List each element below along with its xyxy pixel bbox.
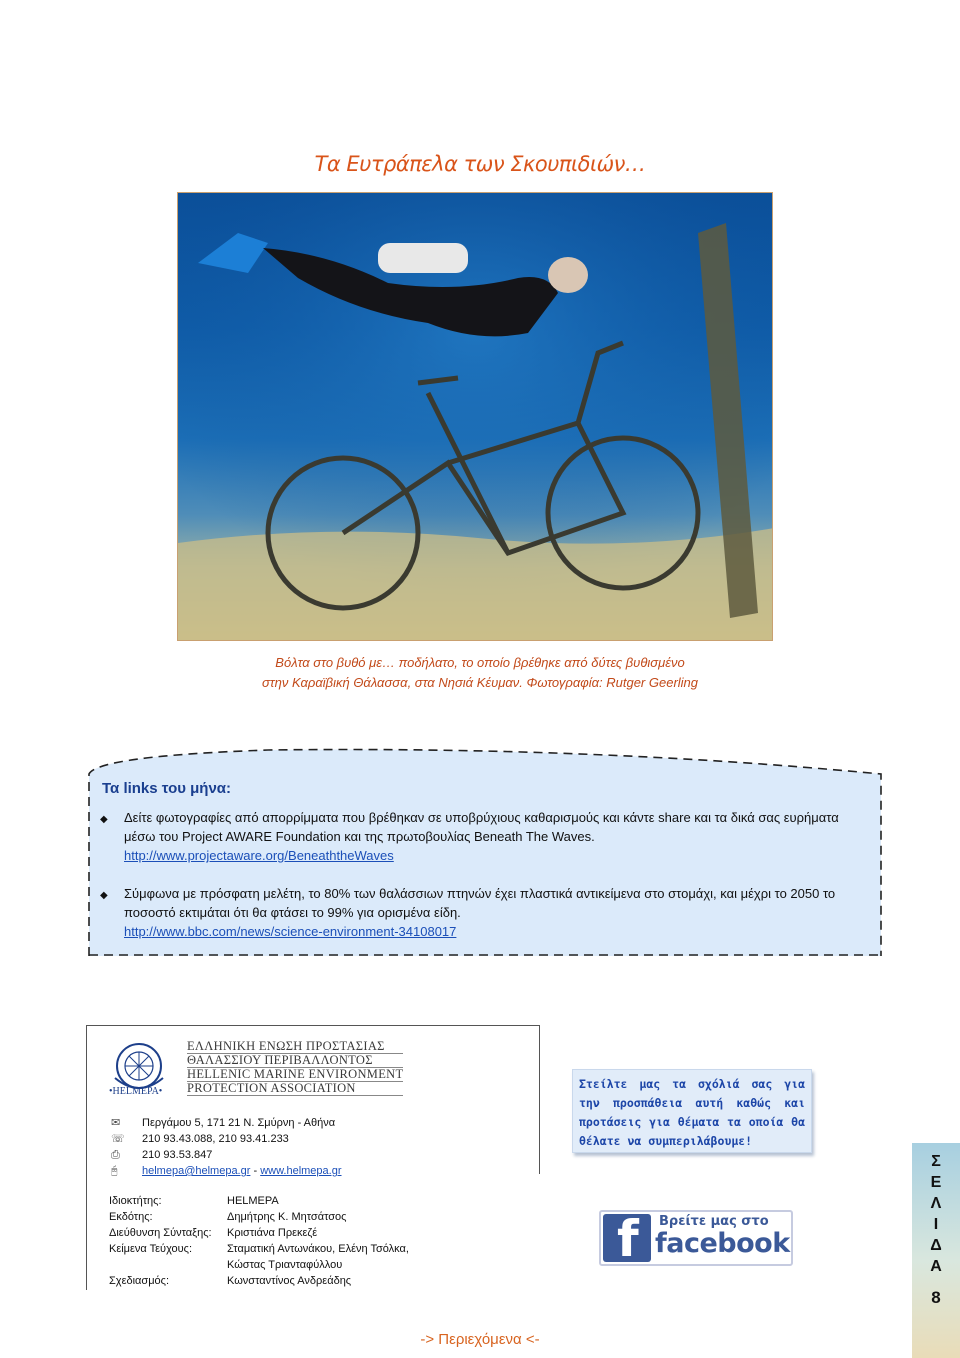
web-row <box>111 1163 342 1179</box>
photo-diver-bicycle <box>177 192 773 641</box>
photo-diver-bicycle-icon <box>178 193 773 641</box>
list-item <box>100 808 870 865</box>
diamond-bullet-icon: ◆ <box>100 814 108 825</box>
photo-caption <box>0 653 960 693</box>
phone-icon: ☏ <box>111 1133 125 1145</box>
credit-row <box>109 1209 409 1225</box>
caption-line-1: Βόλτα στο βυθό με… ποδήλατο, το οποίο βρέθηκε από δύτες βυθισμένο <box>275 655 685 670</box>
credit-key: Ιδιοκτήτης: <box>109 1195 162 1207</box>
link-description: Δείτε φωτογραφίες από απορρίμματα που βρέθηκαν σε υποβρύχιους καθαρισμούς και κάντε share και τα δικά σας ευρήματα μέσω του Project AWARE Foundation και της πρωτοβουλίας Beneath The Waves. <box>124 810 839 844</box>
credits <box>109 1193 409 1289</box>
list-item <box>100 884 870 941</box>
facebook-button[interactable] <box>599 1210 793 1266</box>
org-name-gr-2: ΘΑΛΑΣΣΙΟΥ ΠΕΡΙΒΑΛΛΟΝΤΟΣ <box>187 1054 403 1068</box>
page-tab-letter: Ε <box>930 1174 942 1191</box>
links-heading: Τα links του μήνα: <box>102 780 232 797</box>
contact-details <box>111 1115 342 1179</box>
page-tab-letter: Δ <box>930 1237 942 1254</box>
link-description: Σύμφωνα με πρόσφατη μελέτη, το 80% των θαλάσσιων πτηνών έχει πλαστικά αντικείμενα στο στομάχι, και μέχρι το 2050 το ποσοστό εκτιμάται ότι θα φτάσει το 99% για ορισμένα είδη. <box>124 886 836 920</box>
credit-value: Σταματική Αντωνάκου, Ελένη Τσόλκα, <box>227 1243 409 1255</box>
credit-key <box>109 1257 227 1273</box>
envelope-icon: ✉ <box>111 1117 121 1129</box>
contact-box <box>86 1025 540 1290</box>
credit-value: Κριστιάνα Πρεκεζέ <box>227 1227 318 1239</box>
org-name-gr-1: ΕΛΛΗΝΙΚΗ ΕΝΩΣΗ ΠΡΟΣΤΑΣΙΑΣ <box>187 1040 403 1054</box>
mouse-icon: 🖰 <box>111 1165 118 1177</box>
link-url[interactable]: http://www.projectaware.org/BeneaththeWaves <box>124 848 394 863</box>
link-separator: - <box>250 1165 261 1177</box>
fax-text: 210 93.53.847 <box>142 1149 213 1161</box>
credit-row <box>109 1241 409 1257</box>
links-box <box>88 748 882 956</box>
page-tab-letter: Σ <box>931 1153 941 1170</box>
comment-invitation-box: Στείλτε μας τα σχόλιά σας για την προσπάθεια αυτή καθώς και προτάσεις για θέματα τα οποία θα θέλατε να συμπεριλάβουμε! <box>572 1069 812 1153</box>
phone-text: 210 93.43.088, 210 93.41.233 <box>142 1133 289 1145</box>
credit-value: Κώστας Τριανταφύλλου <box>227 1259 343 1271</box>
fax-icon: ⎙ <box>111 1149 120 1161</box>
credit-row <box>109 1193 409 1209</box>
credit-row <box>109 1225 409 1241</box>
email-link[interactable]: helmepa@helmepa.gr <box>142 1165 251 1177</box>
credit-key: Διεύθυνση Σύνταξης: <box>109 1227 212 1239</box>
logo-caption: •HELMEPA• <box>109 1086 163 1097</box>
page-tab-label <box>912 1151 960 1308</box>
page-tab-letter: Ι <box>933 1216 939 1233</box>
facebook-label: Βρείτε μας στο <box>659 1214 769 1229</box>
page-tab-letter: Α <box>930 1258 942 1275</box>
page-title: Τα Ευτράπελα των Σκουπιδιών… <box>314 152 646 176</box>
helmepa-logo <box>109 1040 199 1120</box>
caption-line-2: στην Καραϊβική Θάλασσα, στα Νησιά Κέυμαν. Φωτογραφία: Rutger Geerling <box>261 675 699 690</box>
link-url[interactable]: http://www.bbc.com/news/science-environment-34108017 <box>124 924 457 939</box>
credit-key: Εκδότης: <box>109 1211 153 1223</box>
credit-value: Δημήτρης Κ. Μητσάτσος <box>227 1211 347 1223</box>
credit-value: Κωνσταντίνος Ανδρεάδης <box>227 1275 352 1287</box>
address-row <box>111 1115 342 1131</box>
org-name-en-1: HELLENIC MARINE ENVIRONMENT <box>187 1067 404 1081</box>
credit-value: HELMEPA <box>227 1195 279 1207</box>
facebook-wordmark: facebook <box>655 1228 790 1259</box>
page-tab-letter: Λ <box>930 1195 942 1212</box>
facebook-logo-icon <box>603 1210 651 1268</box>
credit-row <box>109 1273 409 1289</box>
links-list <box>100 808 870 960</box>
contents-link[interactable]: -> Περιεχόμενα <- <box>420 1331 540 1348</box>
facebook-glyph: f <box>617 1210 639 1268</box>
org-name-en-2: PROTECTION ASSOCIATION <box>187 1082 403 1096</box>
credit-key: Κείμενα Τεύχους: <box>109 1243 193 1255</box>
diamond-bullet-icon: ◆ <box>100 890 108 901</box>
credit-key: Σχεδιασμός: <box>109 1275 170 1287</box>
org-name <box>187 1040 403 1096</box>
page-number: 8 <box>931 1288 941 1307</box>
address-text: Περγάμου 5, 171 21 Ν. Σμύρνη - Αθήνα <box>142 1117 336 1129</box>
phone-row <box>111 1131 342 1147</box>
page-tab <box>912 1143 960 1358</box>
website-link[interactable]: www.helmepa.gr <box>260 1165 342 1177</box>
fax-row <box>111 1147 342 1163</box>
credit-row <box>109 1257 409 1273</box>
